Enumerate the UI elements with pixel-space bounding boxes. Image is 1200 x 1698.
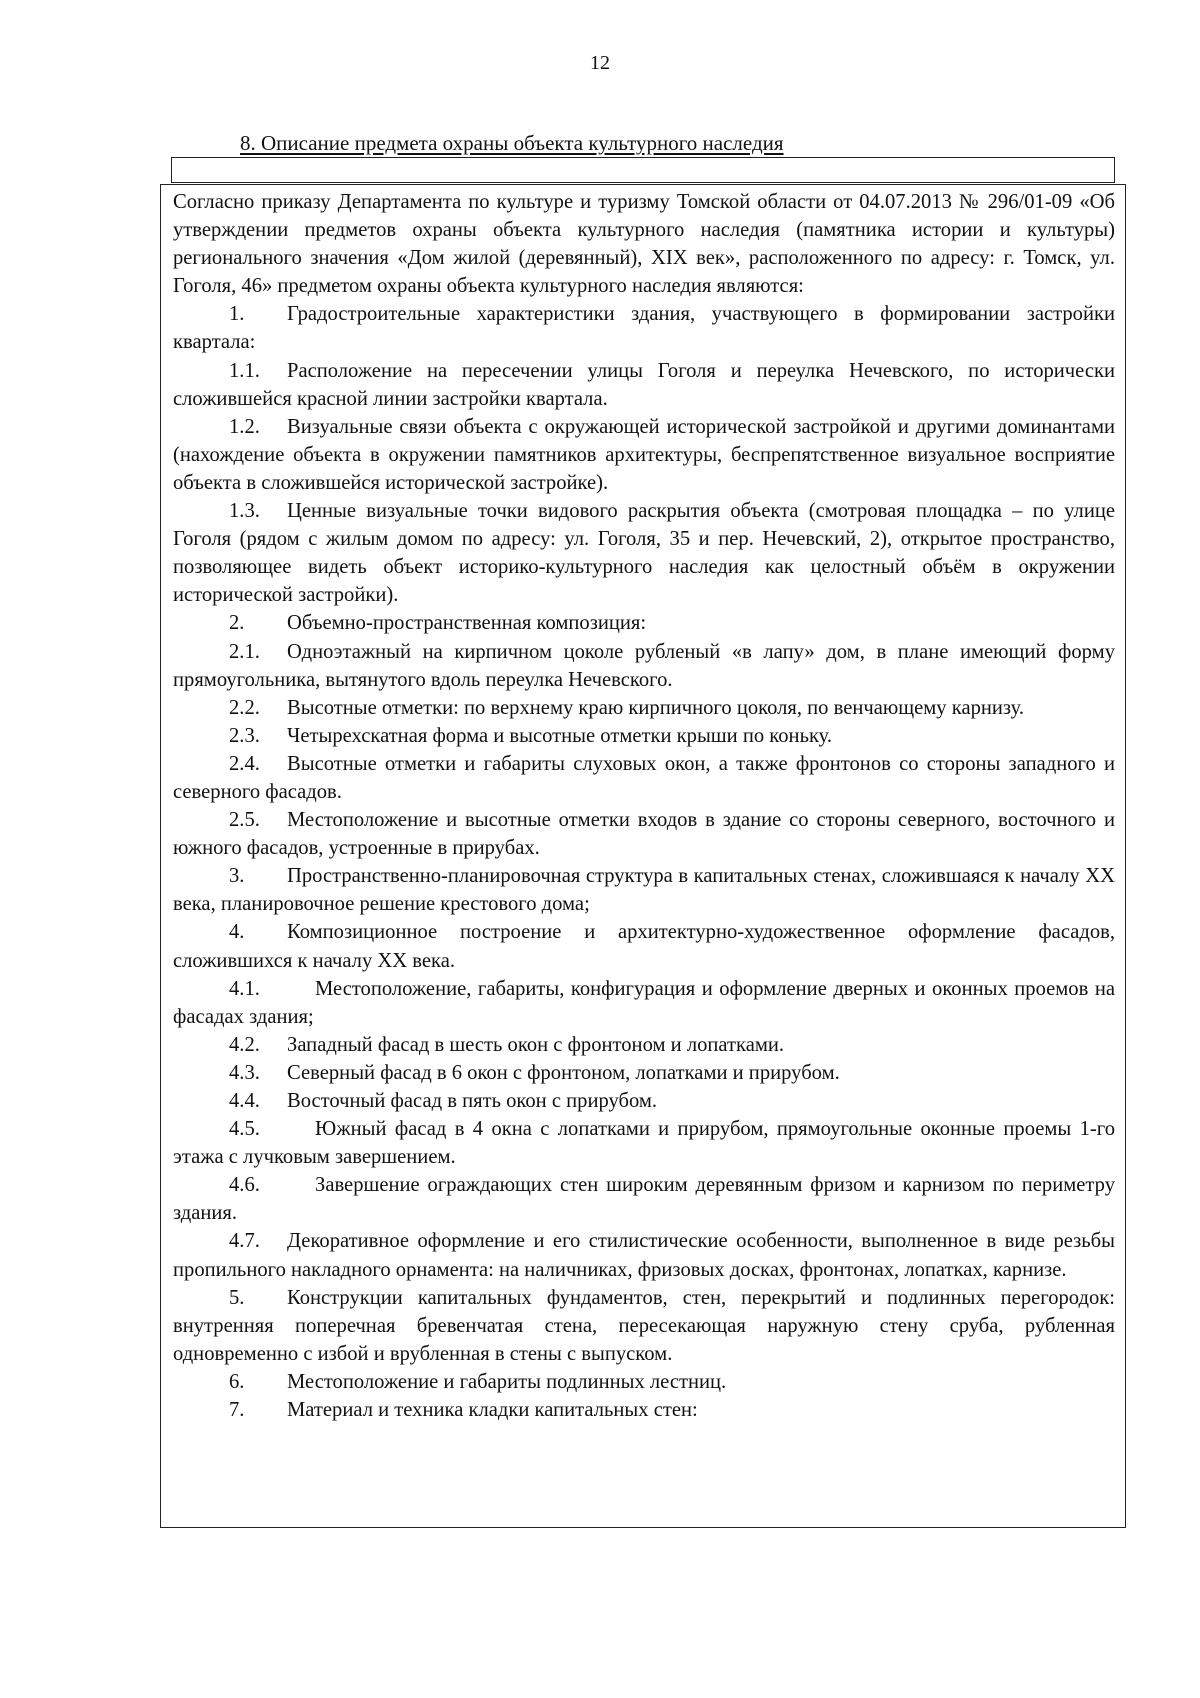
item-number: 4.6. bbox=[229, 1174, 260, 1197]
item-text: Северный фасад в 6 окон с фронтоном, лопатками и прирубом. bbox=[287, 1061, 840, 1084]
item-text: Местоположение и габариты подлинных лестниц. bbox=[287, 1370, 727, 1393]
item-number: 2. bbox=[229, 612, 245, 635]
list-item bbox=[173, 1059, 1115, 1087]
list-item bbox=[173, 357, 1115, 413]
item-text: Восточный фасад в пять окон с прирубом. bbox=[287, 1090, 658, 1112]
list-item bbox=[173, 975, 1115, 1031]
item-number: 1.3. bbox=[229, 500, 260, 523]
list-item bbox=[173, 1396, 1115, 1424]
item-text: Декоративное оформление и его стилистические особенности, выполненное в виде резьбы пропильного накладного орнамента: на наличниках, фризовых досках, фронтонах, лопатках, карнизе. bbox=[173, 1230, 1115, 1281]
item-text: Местоположение, габариты, конфигурация и оформление дверных и оконных проемов на фасадах здания; bbox=[173, 977, 1115, 1028]
list-item bbox=[173, 300, 1115, 356]
list-item bbox=[173, 1227, 1115, 1283]
item-number: 6. bbox=[229, 1370, 245, 1393]
page-number: 12 bbox=[590, 52, 610, 74]
item-text: Материал и техника кладки капитальных стен: bbox=[287, 1399, 698, 1422]
item-number: 4. bbox=[229, 921, 245, 944]
item-number: 2.5. bbox=[229, 809, 260, 832]
item-number: 2.3. bbox=[229, 724, 260, 747]
item-number: 4.7. bbox=[229, 1230, 260, 1253]
item-text: Ценные визуальные точки видового раскрытия объекта (смотровая площадка – по улице Гоголя (рядом с жилым домом по адресу: ул. Гоголя, 35 и пер. Нечевский, 2), открытое пространство, позволяющее видеть объект историко-культурного наследия как целостный объём в окружении исторической застройки). bbox=[173, 500, 1115, 607]
item-number: 2.4. bbox=[229, 752, 260, 775]
item-number: 1.2. bbox=[229, 415, 260, 438]
section-title: 8. Описание предмета охраны объекта культурного наследия bbox=[240, 131, 784, 155]
item-number: 4.2. bbox=[229, 1033, 260, 1056]
item-text: Одноэтажный на кирпичном цоколе рубленый «в лапу» дом, в плане имеющий форму прямоугольника, вытянутого вдоль переулка Нечевского. bbox=[173, 640, 1115, 691]
item-number: 2.2. bbox=[229, 696, 260, 719]
list-item bbox=[173, 1087, 1115, 1115]
item-text: Местоположение и высотные отметки входов в здание со стороны северного, восточного и южного фасадов, устроенные в прирубах. bbox=[173, 809, 1115, 860]
list-item bbox=[173, 609, 1115, 637]
item-text: Объемно-пространственная композиция: bbox=[287, 612, 647, 635]
list-item bbox=[173, 806, 1115, 862]
protection-subject-box bbox=[160, 184, 1126, 1528]
item-number: 2.1. bbox=[229, 640, 260, 663]
item-number: 5. bbox=[229, 1286, 245, 1309]
item-number: 4.5. bbox=[229, 1118, 260, 1141]
item-number: 4.1. bbox=[229, 977, 260, 1000]
item-text: Конструкции капитальных фундаментов, стен, перекрытий и подлинных перегородок: внутренняя поперечная бревенчатая стена, пересекающая наружную стену сруба, рубленная одновременно с избой и врубленная в стены с выпуском. bbox=[173, 1286, 1115, 1365]
item-number: 1. bbox=[229, 303, 245, 326]
item-text: Западный фасад в шесть окон с фронтоном и лопатками. bbox=[287, 1033, 785, 1056]
item-text: Визуальные связи объекта с окружающей исторической застройкой и другими доминантами (нахождение объекта в окружении памятников архитектуры, беспрепятственное визуальное восприятие объекта в сложившейся исторической застройке). bbox=[173, 415, 1115, 494]
item-number: 4.4. bbox=[229, 1090, 260, 1112]
item-text: Четырехскатная форма и высотные отметки крыши по коньку. bbox=[287, 724, 833, 747]
list-item bbox=[173, 1115, 1115, 1171]
empty-table-row bbox=[171, 157, 1115, 183]
item-text: Южный фасад в 4 окна с лопатками и прирубом, прямоугольные оконные проемы 1-го этажа с лучковым завершением. bbox=[173, 1118, 1115, 1169]
list-item bbox=[173, 1171, 1115, 1227]
item-text: Высотные отметки: по верхнему краю кирпичного цоколя, по венчающему карнизу. bbox=[287, 696, 1025, 719]
list-item bbox=[173, 694, 1115, 722]
list-item bbox=[173, 1284, 1115, 1368]
item-number: 1.1. bbox=[229, 359, 260, 382]
item-text: Градостроительные характеристики здания, участвующего в формировании застройки квартала: bbox=[173, 303, 1115, 354]
item-text: Композиционное построение и архитектурно-художественное оформление фасадов, сложившихся к началу XX века. bbox=[173, 921, 1115, 972]
item-text: Пространственно-планировочная структура в капитальных стенах, сложившаяся к началу XX века, планировочное решение крестового дома; bbox=[173, 865, 1115, 916]
list-item bbox=[173, 413, 1115, 497]
list-item bbox=[173, 750, 1115, 806]
list-item bbox=[173, 638, 1115, 694]
item-number: 3. bbox=[229, 865, 245, 888]
list-item bbox=[173, 722, 1115, 750]
item-text: Расположение на пересечении улицы Гоголя и переулка Нечевского, по исторически сложившейся красной линии застройки квартала. bbox=[173, 359, 1115, 410]
intro-paragraph: Согласно приказу Департамента по культуре и туризму Томской области от 04.07.2013 № 296/01-09 «Об утверждении предметов охраны объекта культурного наследия (памятника истории и культуры) регионального значения «Дом жилой (деревянный), XIX век», расположенного по адресу: г. Томск, ул. Гоголя, 46» предметом охраны объекта культурного наследия являются: bbox=[173, 191, 1115, 298]
list-item bbox=[173, 1031, 1115, 1059]
item-number: 4.3. bbox=[229, 1061, 260, 1084]
item-text: Высотные отметки и габариты слуховых окон, а также фронтонов со стороны западного и северного фасадов. bbox=[173, 752, 1115, 803]
item-number: 7. bbox=[229, 1399, 245, 1422]
list-item bbox=[173, 862, 1115, 918]
list-item bbox=[173, 1368, 1115, 1396]
list-item bbox=[173, 497, 1115, 609]
list-item bbox=[173, 918, 1115, 974]
item-text: Завершение ограждающих стен широким деревянным фризом и карнизом по периметру здания. bbox=[173, 1174, 1115, 1225]
